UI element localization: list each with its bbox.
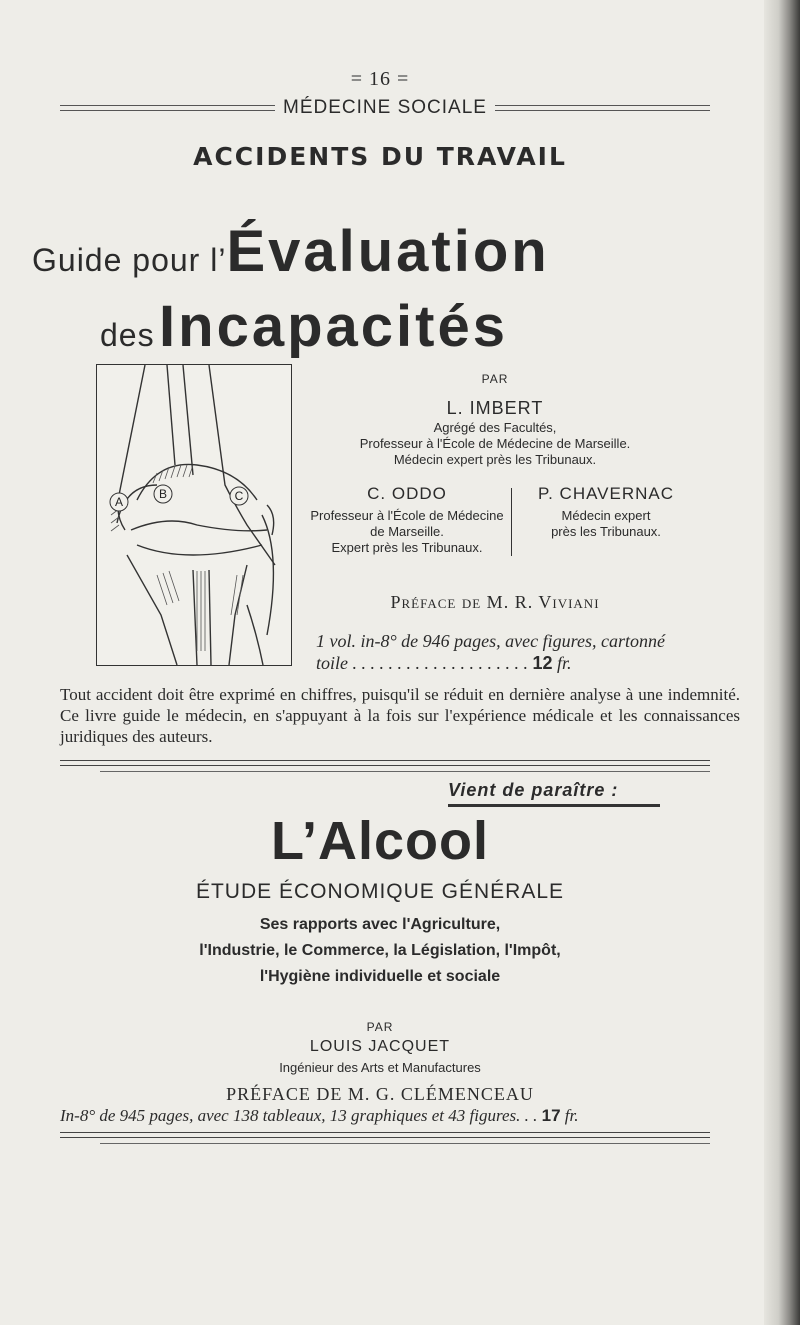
book1-title-small-1: Guide pour l’ xyxy=(32,242,227,278)
label-a: A xyxy=(114,495,124,509)
book1-coauthor-right xyxy=(516,484,696,540)
credential-line: Médecin expert près les Tribunaux. xyxy=(393,452,597,467)
book2-specs-text: In-8° de 945 pages, avec 138 tableaux, 13 graphiques et 43 figures. . . xyxy=(60,1106,538,1125)
book2-desc-line: l'Industrie, le Commerce, la Législation, l'Impôt, xyxy=(199,942,561,959)
volume-line-2-text: toile . . . . . . . . . . . . . . . . . . . . xyxy=(316,653,528,673)
book2-author: LOUIS JACQUET xyxy=(309,1038,451,1055)
book2-desc-line: l'Hygiène individuelle et sociale xyxy=(259,968,501,985)
divider-rule-1 xyxy=(60,760,710,766)
book1-main-author-credentials xyxy=(300,420,690,468)
book2-preface: PRÉFACE DE M. G. CLÉMENCEAU xyxy=(226,1084,534,1104)
credential-line: Expert près les Tribunaux. xyxy=(331,540,483,555)
announcement-underline xyxy=(448,804,660,807)
knee-joint-illustration xyxy=(96,364,292,666)
credential-line: Agrégé des Facultés, xyxy=(433,420,557,435)
page-number: = 16 = xyxy=(350,68,410,90)
double-rule-left xyxy=(60,105,275,111)
book1-description: Tout accident doit être exprimé en chiffres, puisqu'il se réduit en dernière analyse à une indemnité. Ce livre guide le médecin, en s'appuyant à la fois sur l'expérience médicale et les connaissances juridiques des auteurs. xyxy=(60,685,740,746)
book1-title-large-2: Incapacités xyxy=(159,294,508,359)
book1-preface: Préface de M. R. Viviani xyxy=(390,592,600,612)
knee-anatomy-icon xyxy=(97,365,291,665)
credential-line: Médecin expert xyxy=(561,508,651,523)
credential-line: de Marseille. xyxy=(370,524,444,539)
book1-price: 12 xyxy=(532,653,553,673)
double-rule-right xyxy=(495,105,710,111)
book1-title-small-2: des xyxy=(100,317,155,353)
book1-volume-info xyxy=(316,630,706,674)
book1-coauthor-left xyxy=(304,484,510,556)
label-b: B xyxy=(158,487,168,501)
divider-rule-3 xyxy=(60,1132,710,1138)
coauthor-left-name: C. ODDO xyxy=(367,484,447,503)
book2-author-credentials: Ingénieur des Arts et Manufactures xyxy=(279,1060,481,1075)
coauthor-divider xyxy=(511,488,512,556)
book1-par: PAR xyxy=(481,372,509,386)
book1-price-unit: fr. xyxy=(557,653,572,673)
book2-par: PAR xyxy=(366,1020,394,1034)
book2-title: L’Alcool xyxy=(270,811,489,871)
coauthor-right-name: P. CHAVERNAC xyxy=(537,484,675,503)
divider-rule-4 xyxy=(100,1143,710,1144)
book2-desc-line: Ses rapports avec l'Agriculture, xyxy=(259,916,501,933)
credential-line: près les Tribunaux. xyxy=(551,524,661,539)
credential-line: Professeur à l'École de Médecine de Marseille. xyxy=(359,436,631,451)
series-header xyxy=(60,96,710,120)
book2-price: 17 xyxy=(541,1106,561,1125)
volume-line-1: 1 vol. in-8° de 946 pages, avec figures, cartonné xyxy=(316,631,665,651)
section-title: ACCIDENTS DU TRAVAIL xyxy=(193,142,567,171)
divider-rule-2 xyxy=(100,771,710,772)
series-title: MÉDECINE SOCIALE xyxy=(283,97,487,118)
book2-subtitle: ÉTUDE ÉCONOMIQUE GÉNÉRALE xyxy=(195,880,565,903)
book1-title-line2 xyxy=(100,293,750,360)
page-edge-shadow xyxy=(764,0,800,1325)
book2-price-unit: fr. xyxy=(564,1106,579,1125)
book1-main-author: L. IMBERT xyxy=(446,398,544,418)
credential-line: Professeur à l'École de Médecine xyxy=(310,508,504,523)
book1-title-line1 xyxy=(32,218,732,285)
volume-line-2 xyxy=(316,652,706,674)
book1-title-large-1: Évaluation xyxy=(226,219,550,284)
book2-specs xyxy=(60,1106,760,1126)
book2-announcement: Vient de paraître : xyxy=(448,780,619,800)
label-c: C xyxy=(234,489,244,503)
